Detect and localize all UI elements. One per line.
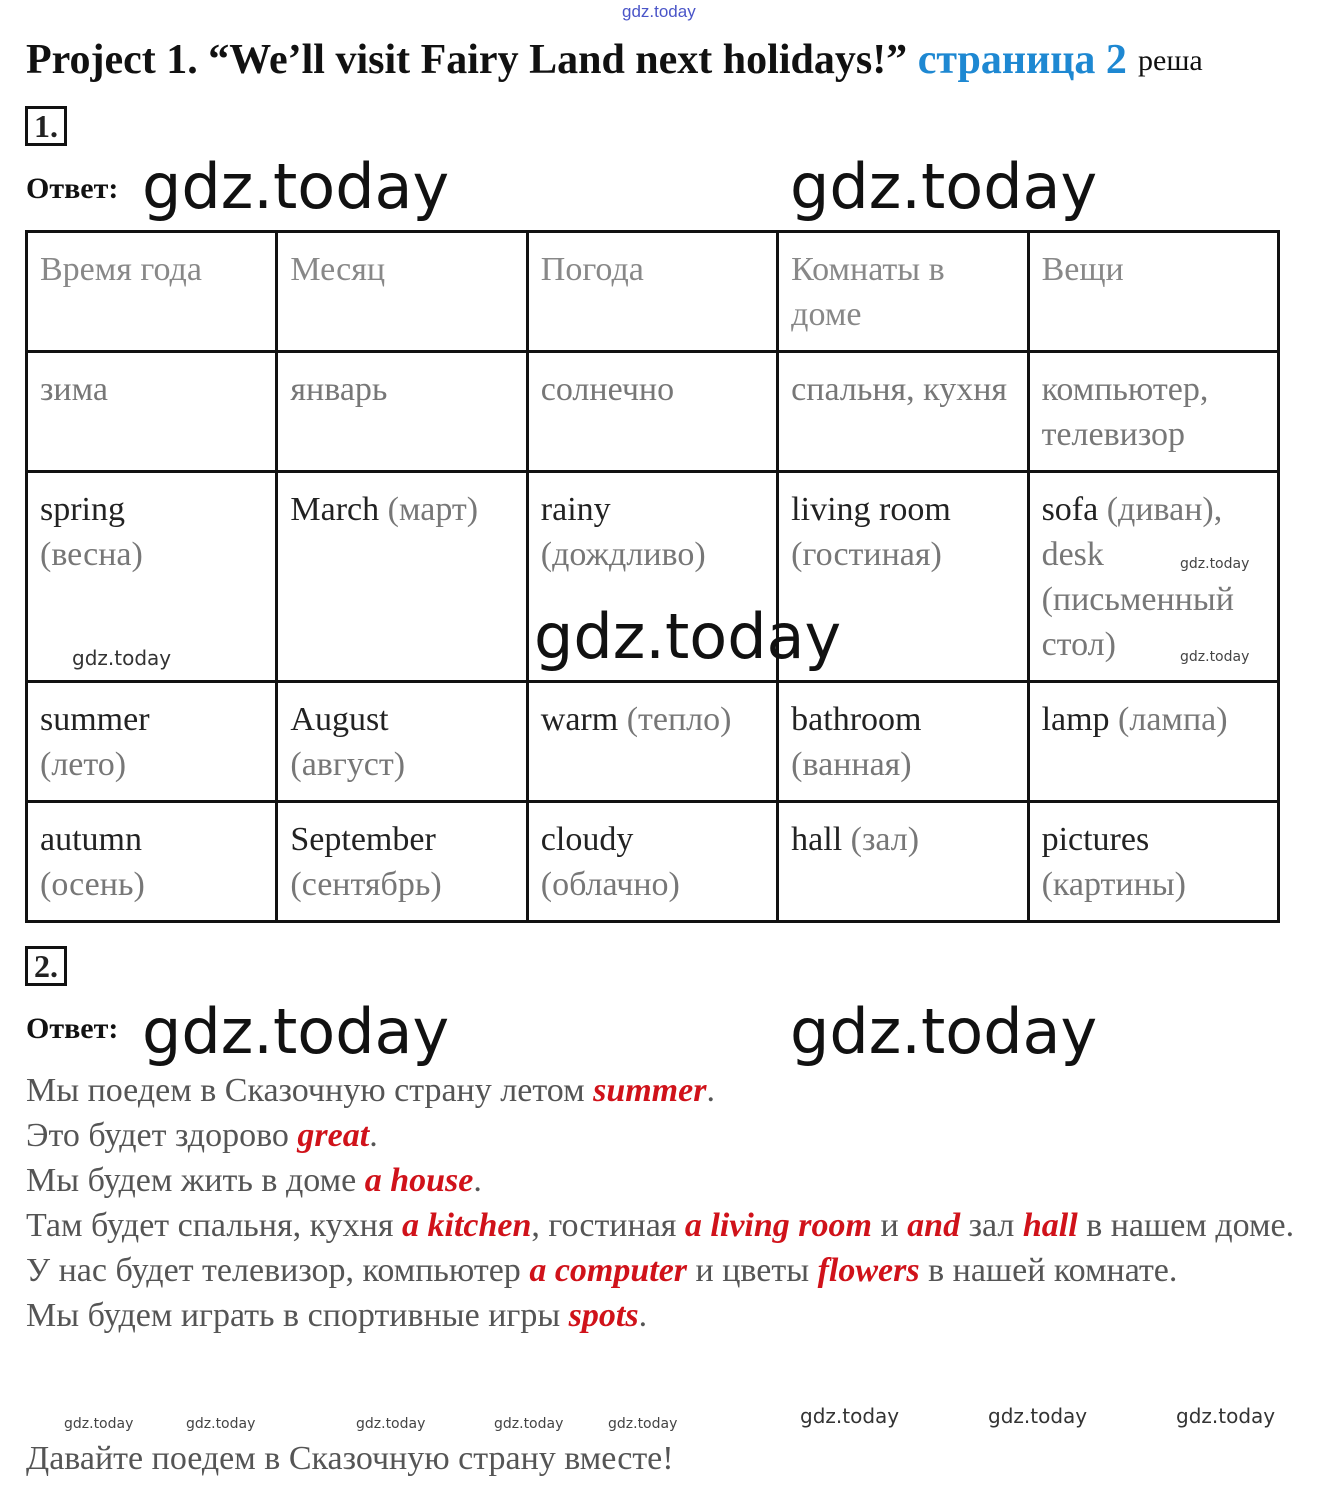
cell-en: sofa	[1041, 491, 1099, 528]
table-cell	[527, 682, 777, 802]
sentence	[26, 1293, 1306, 1338]
cell-ru: (осень)	[40, 866, 145, 903]
cell-en: summer	[40, 701, 150, 738]
table-row	[27, 682, 1279, 802]
cell-en: cloudy	[540, 821, 634, 858]
watermark-big: gdz.today	[142, 995, 450, 1068]
sentence-text: У нас будет телевизор, компьютер	[26, 1252, 530, 1289]
table-cell	[1028, 352, 1278, 472]
watermark-tiny: gdz.today	[1180, 556, 1250, 572]
answer-word: summer	[593, 1072, 707, 1109]
table-cell	[277, 472, 527, 682]
page-title	[26, 36, 1203, 84]
sentence-tail: .	[638, 1297, 648, 1334]
table-cell	[527, 352, 777, 472]
table-row	[27, 352, 1279, 472]
table-header-row	[27, 232, 1279, 352]
answer-sentences	[26, 1068, 1306, 1338]
watermark-big: gdz.today	[142, 150, 450, 223]
table-cell	[1028, 802, 1278, 922]
watermark-big: gdz.today	[534, 600, 842, 673]
sentence	[26, 1158, 1306, 1203]
sentence-text: Мы будем жить в доме	[26, 1162, 365, 1199]
cell-en: spring	[40, 491, 125, 528]
answer-word: a kitchen	[402, 1207, 532, 1244]
cell-ru: (гостиная)	[791, 536, 942, 573]
table-header-cell: Комнаты в доме	[778, 232, 1028, 352]
table-header-cell: Погода	[527, 232, 777, 352]
table-header-cell: Месяц	[277, 232, 527, 352]
table-header-cell: Вещи	[1028, 232, 1278, 352]
cell-ru: (ванная)	[791, 746, 912, 783]
table-cell	[277, 352, 527, 472]
watermark-tiny: gdz.today	[494, 1416, 564, 1432]
sentence-text: Это будет здорово	[26, 1117, 298, 1154]
answer-word: a computer	[529, 1252, 688, 1289]
table-cell	[27, 802, 277, 922]
cell-ru: (август)	[290, 746, 406, 783]
cell-text: солнечно	[540, 371, 675, 408]
cell-en: autumn	[40, 821, 142, 858]
table-row	[27, 802, 1279, 922]
title-page-link[interactable]: страница 2	[917, 37, 1127, 83]
watermark-top: gdz.today	[622, 2, 696, 21]
table-header-cell: Время года	[27, 232, 277, 352]
vocabulary-table	[25, 230, 1280, 923]
cell-ru: (весна)	[40, 536, 143, 573]
cell-ru: (март)	[387, 491, 479, 528]
watermark-big: gdz.today	[790, 150, 1098, 223]
table-cell	[1028, 682, 1278, 802]
cell-ru: (лампа)	[1118, 701, 1228, 738]
watermark-small: gdz.today	[72, 646, 172, 670]
task1-answer-label: Ответ:	[26, 172, 119, 205]
cell-text: январь	[290, 371, 388, 408]
answer-word: great	[297, 1117, 370, 1154]
cell-en: September	[290, 821, 436, 858]
cell-en: March	[290, 491, 380, 528]
table-cell	[527, 802, 777, 922]
sentence-text: Мы будем играть в спортивные игры	[26, 1297, 569, 1334]
answer-word: a house	[364, 1162, 474, 1199]
table-cell	[27, 682, 277, 802]
answer-word: flowers	[817, 1252, 920, 1289]
closing-sentence: Давайте поедем в Сказочную страну вместе!	[26, 1440, 674, 1477]
cell-text: спальня, кухня	[791, 371, 1008, 408]
sentence-tail: и	[871, 1207, 908, 1244]
watermark-small: gdz.today	[988, 1404, 1088, 1428]
sentence-text: Там будет спальня, кухня	[26, 1207, 402, 1244]
sentence	[26, 1068, 1306, 1113]
watermark-small: gdz.today	[1176, 1404, 1276, 1428]
cell-ru: (диван), desk (письменный стол)	[1041, 491, 1234, 663]
table-cell	[778, 352, 1028, 472]
watermark-big: gdz.today	[790, 995, 1098, 1068]
cell-en: living room	[791, 491, 951, 528]
title-extra: реша	[1138, 44, 1203, 77]
cell-text: компьютер, телевизор	[1041, 371, 1209, 453]
sentence-tail: .	[706, 1072, 715, 1109]
task2-number: 2.	[25, 946, 67, 986]
cell-ru: (облачно)	[540, 866, 680, 903]
cell-en: lamp	[1041, 701, 1110, 738]
watermark-tiny: gdz.today	[1180, 649, 1250, 665]
answer-word: and	[907, 1207, 961, 1244]
watermark-tiny: gdz.today	[608, 1416, 678, 1432]
cell-en: rainy	[540, 491, 611, 528]
watermark-tiny: gdz.today	[64, 1416, 134, 1432]
watermark-tiny: gdz.today	[186, 1416, 256, 1432]
table-cell	[778, 802, 1028, 922]
sentence-text: Мы поедем в Сказочную страну летом	[26, 1072, 594, 1109]
cell-ru: (дождливо)	[540, 536, 706, 573]
table-cell	[277, 802, 527, 922]
sentence-tail: в нашем доме.	[1077, 1207, 1295, 1244]
watermark-tiny: gdz.today	[356, 1416, 426, 1432]
cell-ru: (лето)	[40, 746, 127, 783]
cell-en: pictures	[1041, 821, 1150, 858]
title-main: Project 1. “We’ll visit Fairy Land next holidays!”	[26, 37, 908, 83]
sentence	[26, 1113, 1306, 1158]
sentence-tail: .	[473, 1162, 482, 1199]
sentence-tail: и цветы	[687, 1252, 818, 1289]
sentence	[26, 1248, 1306, 1293]
cell-text: зима	[40, 371, 108, 408]
table-cell	[778, 682, 1028, 802]
answer-word: a living room	[684, 1207, 872, 1244]
sentence-tail: , гостиная	[531, 1207, 685, 1244]
answer-word: hall	[1022, 1207, 1078, 1244]
sentence	[26, 1203, 1306, 1248]
task2-answer-label: Ответ:	[26, 1012, 119, 1045]
cell-en: warm	[540, 701, 619, 738]
sentence-tail: в нашей комнате.	[919, 1252, 1178, 1289]
watermark-small: gdz.today	[800, 1404, 900, 1428]
table-cell	[27, 352, 277, 472]
cell-en: hall	[791, 821, 843, 858]
answer-word: spots	[568, 1297, 639, 1334]
table-cell	[277, 682, 527, 802]
sentence-tail: зал	[960, 1207, 1023, 1244]
cell-en: bathroom	[791, 701, 922, 738]
cell-ru: (зал)	[850, 821, 920, 858]
sentence-tail: .	[369, 1117, 378, 1154]
task1-number: 1.	[25, 106, 67, 146]
cell-ru: (сентябрь)	[290, 866, 442, 903]
cell-en: August	[290, 701, 389, 738]
cell-ru: (картины)	[1041, 866, 1186, 903]
cell-ru: (тепло)	[626, 701, 732, 738]
